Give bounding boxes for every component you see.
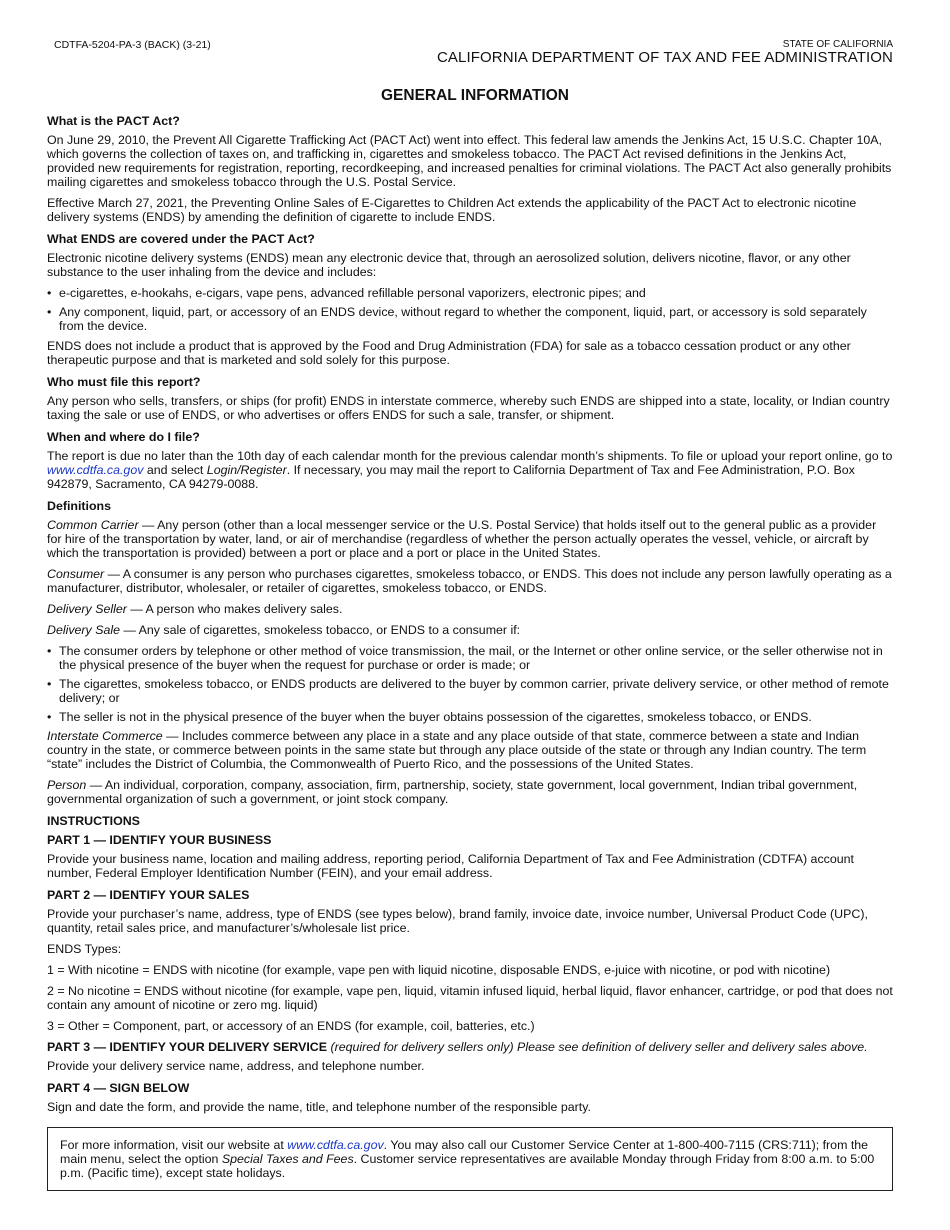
footer-option-text: Special Taxes and Fees <box>221 1152 354 1166</box>
list-item: • The cigarettes, smokeless tobacco, or ENDS products are delivered to the buyer by common carrier, private delivery service, or other method of remote delivery; or <box>47 677 893 705</box>
footer-text-b: . You may also call our Customer Service Center at 1-800-400-7115 (CRS:711); from the main menu, select the option <box>60 1138 869 1166</box>
definition-common-carrier <box>47 518 893 560</box>
term-common-carrier: Common Carrier <box>47 518 139 532</box>
when-paragraph <box>47 449 893 491</box>
pact-heading: What is the PACT Act? <box>47 114 180 128</box>
term-person: Person <box>47 778 87 792</box>
ends-list <box>47 286 893 333</box>
footer-text-c: . Customer service representatives are available Monday through Friday from 8:00 a.m. to 5:00 p.m. (Pacific time), except state holidays. <box>60 1152 875 1180</box>
page-title: GENERAL INFORMATION <box>380 87 569 104</box>
footer-text-a: For more information, visit our website at <box>60 1138 288 1152</box>
ends-type-3: 3 = Other = Component, part, or accessory of an ENDS (for example, coil, batteries, etc.) <box>47 1019 535 1033</box>
definition-text: — A consumer is any person who purchases cigarettes, smokeless tobacco, or ENDS. This does not include any person lawfully operating as a manufacturer, distributor, wholesaler, or retailer of cigarettes, smokeless tobacco, or ENDS. <box>47 567 892 595</box>
part1-heading: PART 1 — IDENTIFY YOUR BUSINESS <box>47 833 272 847</box>
part3-note: (required for delivery sellers only) Please see definition of delivery seller and delivery sales above. <box>327 1040 868 1054</box>
when-heading: When and where do I file? <box>47 430 200 444</box>
term-consumer: Consumer <box>47 567 105 581</box>
when-text-a: The report is due no later than the 10th day of each calendar month for the previous calendar month’s shipments. To file or upload your report online, go to <box>47 449 893 463</box>
ends-heading: What ENDS are covered under the PACT Act? <box>47 232 315 246</box>
definition-person <box>47 778 893 806</box>
definition-interstate-commerce <box>47 729 893 771</box>
when-text-c: . If necessary, you may mail the report to California Department of Tax and Fee Administration, P.O. Box 942879, Sacramento, CA 94279-0088. <box>47 463 855 491</box>
ends-type-1: 1 = With nicotine = ENDS with nicotine (for example, vape pen with liquid nicotine, disposable ENDS, e-juice with nicotine, or pod with nicotine) <box>47 963 831 977</box>
part3-title: PART 3 — IDENTIFY YOUR DELIVERY SERVICE <box>47 1040 327 1054</box>
list-item: • The seller is not in the physical presence of the buyer when the buyer obtains possession of the cigarettes, smokeless tobacco, or ENDS. <box>47 710 893 724</box>
term-interstate-commerce: Interstate Commerce <box>47 729 163 743</box>
definition-text: — Includes commerce between any place in a state and any place outside of that state, commerce between a state and Indian country in the state, or commerce between points in the same state but through any place outside of the state or through any Indian country. The term “state” includes the District of Columbia, the Commonwealth of Puerto Rico, and the possessions of the United States. <box>47 729 867 771</box>
list-item: • The consumer orders by telephone or other method of voice transmission, the mail, or the Internet or other online service, or the seller otherwise not in the physical presence of the buyer when the request for purchase or order is made; or <box>47 644 893 672</box>
ends-types-label: ENDS Types: <box>47 942 122 956</box>
definition-text: — An individual, corporation, company, association, firm, partnership, society, state government, local government, Indian tribal government, governmental organization of such a government, or joint stock company. <box>47 778 858 806</box>
list-item: • Any component, liquid, part, or accessory of an ENDS device, without regard to whether the component, liquid, part, or accessory is sold separately from the device. <box>47 305 893 333</box>
definition-delivery-seller <box>47 602 893 616</box>
definition-delivery-sale <box>47 623 893 637</box>
form-id: CDTFA-5204-PA-3 (BACK) (3-21) <box>54 39 211 51</box>
who-heading: Who must file this report? <box>47 375 201 389</box>
part1-text: Provide your business name, location and mailing address, reporting period, California Department of Tax and Fee Administration (CDTFA) account number, Federal Employer Identification Number (FEIN), and your email address. <box>47 852 854 880</box>
ends-type-2: 2 = No nicotine = ENDS without nicotine (for example, vape pen, liquid, vitamin infused liquid, herbal liquid, flavor enhancer, cartridge, or pod that does not contain any amount of nicotine or zero mg. liquid) <box>47 984 893 1012</box>
state-label: STATE OF CALIFORNIA <box>782 39 893 50</box>
part2-text: Provide your purchaser’s name, address, type of ENDS (see types below), brand family, invoice date, invoice number, Universal Product Code (UPC), quantity, retail sales price, and manufacturer’s/wholesale list price. <box>47 907 868 935</box>
definition-consumer <box>47 567 893 595</box>
definition-text: — Any person (other than a local messenger service or the U.S. Postal Service) that holds itself out to the general public as a provider for hire of the transportation by water, land, or air of merchandise (regardless of whether the person actually operates the vessel, vehicle, or aircraft by which the transportation is provided) between a port or place and a port or place in the United States. <box>47 518 877 560</box>
ends-paragraph-2: ENDS does not include a product that is approved by the Food and Drug Administration (FDA) for sale as a tobacco cessation product or any other therapeutic purpose and that is marketed and sold solely for this purpose. <box>47 339 851 367</box>
part3-heading <box>47 1040 893 1054</box>
login-register-text: Login/Register <box>206 463 287 477</box>
part4-heading: PART 4 — SIGN BELOW <box>47 1081 190 1095</box>
who-paragraph: Any person who sells, transfers, or ships (for profit) ENDS in interstate commerce, whereby such ENDS are shipped into a state, locality, or Indian country taxing the sale or use of ENDS, or who advertises or offers ENDS for such a sale, transfer, or shipment. <box>47 394 890 422</box>
list-item: • e-cigarettes, e-hookahs, e-cigars, vape pens, advanced refillable personal vaporizers, electronic pipes; and <box>47 286 893 300</box>
term-delivery-seller: Delivery Seller <box>47 602 127 616</box>
website-link[interactable]: www.cdtfa.ca.gov <box>47 463 144 477</box>
term-delivery-sale: Delivery Sale <box>47 623 120 637</box>
definitions-heading: Definitions <box>47 499 112 513</box>
definition-text: — A person who makes delivery sales. <box>126 602 343 616</box>
contact-info-box <box>47 1127 893 1191</box>
delivery-sale-list <box>47 644 893 724</box>
footer-website-link[interactable]: www.cdtfa.ca.gov <box>287 1138 384 1152</box>
pact-paragraph-1: On June 29, 2010, the Prevent All Cigarette Trafficking Act (PACT Act) went into effect. This federal law amends the Jenkins Act, 15 U.S.C. Chapter 10A, which governs the collection of taxes on, and trafficking in, cigarettes and smokeless tobacco. The PACT Act revised definitions in the Jenkins Act, provided new requirements for registration, reporting, recordkeeping, and increased penalties for criminal violations. The PACT Act also generally prohibits mailing cigarettes and smokeless tobacco through the U.S. Postal Service. <box>47 133 892 189</box>
content <box>47 114 893 1121</box>
pact-paragraph-2: Effective March 27, 2021, the Preventing Online Sales of E-Cigarettes to Children Act extends the applicability of the PACT Act to electronic nicotine delivery systems (ENDS) by amending the definition of cigarette to include ENDS. <box>47 196 857 224</box>
agency-name: CALIFORNIA DEPARTMENT OF TAX AND FEE ADMINISTRATION <box>436 49 893 66</box>
part3-text: Provide your delivery service name, address, and telephone number. <box>47 1059 425 1073</box>
definition-text: — Any sale of cigarettes, smokeless tobacco, or ENDS to a consumer if: <box>120 623 521 637</box>
instructions-heading: INSTRUCTIONS <box>47 814 140 828</box>
when-text-b: and select <box>143 463 207 477</box>
part2-heading: PART 2 — IDENTIFY YOUR SALES <box>47 888 250 902</box>
part4-text: Sign and date the form, and provide the name, title, and telephone number of the responsible party. <box>47 1100 591 1114</box>
ends-paragraph-1: Electronic nicotine delivery systems (ENDS) mean any electronic device that, through an aerosolized solution, delivers nicotine, flavor, or any other substance to the user inhaling from the device and includes: <box>47 251 851 279</box>
